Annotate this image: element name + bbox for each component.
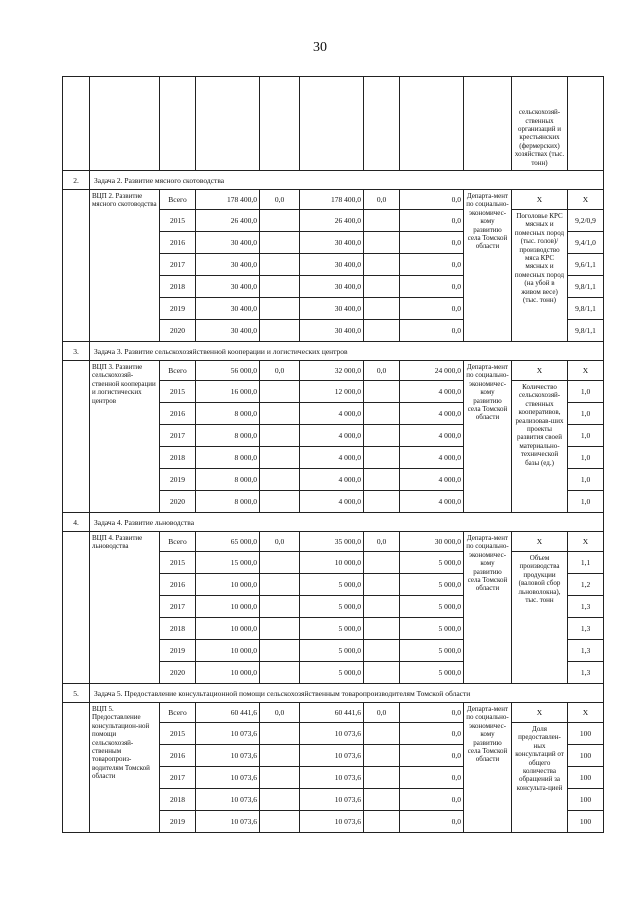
indicator-value-cell: 1,0	[568, 447, 604, 469]
regional-cell: 30 400,0	[300, 276, 364, 298]
total-cell: 8 000,0	[196, 425, 260, 447]
table-body	[63, 77, 604, 833]
indicator-value-cell: 1,3	[568, 618, 604, 640]
indicator-x-cell: Х	[512, 532, 568, 552]
regional-cell: 30 400,0	[300, 298, 364, 320]
indicator-value-cell: 1,1	[568, 552, 604, 574]
municipal-cell	[364, 662, 400, 684]
municipal-cell	[364, 596, 400, 618]
extrabudget-cell: 0,0	[400, 745, 464, 767]
total-cell: 10 073,6	[196, 745, 260, 767]
year-cell: 2017	[160, 596, 196, 618]
municipal-cell	[364, 276, 400, 298]
table-row	[63, 703, 604, 723]
year-cell: 2017	[160, 254, 196, 276]
municipal-cell	[364, 491, 400, 513]
extrabudget-cell: 0,0	[400, 723, 464, 745]
year-cell: 2018	[160, 447, 196, 469]
extrabudget-cell: 0,0	[400, 254, 464, 276]
federal-cell	[260, 447, 300, 469]
regional-cell: 10 073,6	[300, 789, 364, 811]
municipal-cell	[364, 789, 400, 811]
indicator-value-cell: 9,2/0,9	[568, 210, 604, 232]
indicator-value-cell: Х	[568, 361, 604, 381]
indicator-value-cell: 9,8/1,1	[568, 320, 604, 342]
executor-cell: Департа-мент по социально-экономичес-кому развитию села Томской области	[464, 532, 512, 684]
municipal-cell	[364, 469, 400, 491]
total-cell: 65 000,0	[196, 532, 260, 552]
total-cell: 26 400,0	[196, 210, 260, 232]
federal-cell	[260, 574, 300, 596]
year-cell: 2019	[160, 811, 196, 833]
total-cell: 30 400,0	[196, 232, 260, 254]
total-cell: 8 000,0	[196, 403, 260, 425]
federal-cell	[260, 745, 300, 767]
table-row	[63, 190, 604, 210]
indicator-value-cell: 1,0	[568, 381, 604, 403]
extrabudget-cell: 0,0	[400, 811, 464, 833]
extrabudget-cell: 0,0	[400, 232, 464, 254]
indicator-x-cell: Х	[512, 190, 568, 210]
year-cell: 2016	[160, 574, 196, 596]
regional-cell: 30 400,0	[300, 232, 364, 254]
total-cell: 60 441,6	[196, 703, 260, 723]
indicator-value-cell: 1,0	[568, 403, 604, 425]
extrabudget-cell: 0,0	[400, 298, 464, 320]
regional-cell: 4 000,0	[300, 469, 364, 491]
vcp-name: ВЦП 5. Предоставление консультацион-ной помощи сельскохозяй-ственным товаропроиз-водителям Томской области	[90, 703, 160, 833]
federal-cell	[260, 811, 300, 833]
indicator-value-cell: 9,4/1,0	[568, 232, 604, 254]
indicator-name: Поголовье КРС мясных и помесных пород (тыс. голов)/ производство мяса КРС мясных и помесных пород (на убой в живом весе) (тыс. тонн)	[512, 210, 568, 342]
year-cell: Всего	[160, 703, 196, 723]
regional-cell: 10 073,6	[300, 767, 364, 789]
extrabudget-cell: 4 000,0	[400, 447, 464, 469]
municipal-cell	[364, 210, 400, 232]
federal-cell	[260, 425, 300, 447]
extrabudget-cell: 0,0	[400, 210, 464, 232]
year-cell: 2017	[160, 767, 196, 789]
task-number: 4.	[63, 513, 90, 532]
year-cell: 2016	[160, 403, 196, 425]
year-cell: 2018	[160, 276, 196, 298]
task-header-row	[63, 513, 604, 532]
extrabudget-cell: 4 000,0	[400, 425, 464, 447]
year-cell: 2019	[160, 469, 196, 491]
total-cell: 8 000,0	[196, 491, 260, 513]
total-cell: 56 000,0	[196, 361, 260, 381]
indicator-value-cell: Х	[568, 190, 604, 210]
total-cell: 10 073,6	[196, 767, 260, 789]
task-title: Задача 4. Развитие льноводства	[90, 513, 604, 532]
regional-cell: 35 000,0	[300, 532, 364, 552]
year-cell: 2018	[160, 789, 196, 811]
federal-cell	[260, 767, 300, 789]
continuation-indicator: сельскохозяй-ственных организаций и крестьянских (фермерских) хозяйствах (тыс. тонн)	[512, 77, 568, 171]
year-cell: 2018	[160, 618, 196, 640]
municipal-cell	[364, 425, 400, 447]
task-number: 2.	[63, 171, 90, 190]
indicator-value-cell: 100	[568, 745, 604, 767]
municipal-cell	[364, 254, 400, 276]
federal-cell: 0,0	[260, 703, 300, 723]
task-title: Задача 3. Развитие сельскохозяйственной кооперации и логистических центров	[90, 342, 604, 361]
municipal-cell: 0,0	[364, 703, 400, 723]
regional-cell: 4 000,0	[300, 403, 364, 425]
regional-cell: 10 000,0	[300, 552, 364, 574]
municipal-cell	[364, 723, 400, 745]
executor-cell: Департа-мент по социально-экономичес-кому развитию села Томской области	[464, 190, 512, 342]
extrabudget-cell: 5 000,0	[400, 662, 464, 684]
municipal-cell	[364, 403, 400, 425]
year-cell: 2015	[160, 723, 196, 745]
year-cell: 2020	[160, 491, 196, 513]
year-cell: 2015	[160, 210, 196, 232]
municipal-cell	[364, 618, 400, 640]
municipal-cell	[364, 640, 400, 662]
federal-cell	[260, 403, 300, 425]
regional-cell: 26 400,0	[300, 210, 364, 232]
total-cell: 30 400,0	[196, 254, 260, 276]
extrabudget-cell: 4 000,0	[400, 381, 464, 403]
total-cell: 8 000,0	[196, 447, 260, 469]
federal-cell	[260, 276, 300, 298]
extrabudget-cell: 0,0	[400, 190, 464, 210]
year-cell: 2019	[160, 298, 196, 320]
total-cell: 15 000,0	[196, 552, 260, 574]
indicator-value-cell: 1,2	[568, 574, 604, 596]
regional-cell: 5 000,0	[300, 596, 364, 618]
municipal-cell: 0,0	[364, 190, 400, 210]
total-cell: 10 000,0	[196, 596, 260, 618]
task-title: Задача 5. Предоставление консультационной помощи сельскохозяйственным товаропроизводителям Томской области	[90, 684, 604, 703]
extrabudget-cell: 4 000,0	[400, 491, 464, 513]
municipal-cell	[364, 232, 400, 254]
federal-cell	[260, 210, 300, 232]
regional-cell: 5 000,0	[300, 662, 364, 684]
vcp-name: ВЦП 2. Развитие мясного скотоводства	[90, 190, 160, 342]
extrabudget-cell: 0,0	[400, 767, 464, 789]
regional-cell: 32 000,0	[300, 361, 364, 381]
extrabudget-cell: 0,0	[400, 320, 464, 342]
year-cell: 2020	[160, 320, 196, 342]
task-header-row	[63, 684, 604, 703]
indicator-value-cell: Х	[568, 703, 604, 723]
federal-cell	[260, 232, 300, 254]
indicator-value-cell: 1,3	[568, 662, 604, 684]
extrabudget-cell: 0,0	[400, 276, 464, 298]
row-spacer	[63, 532, 90, 684]
year-cell: 2015	[160, 552, 196, 574]
year-cell: 2017	[160, 425, 196, 447]
federal-cell	[260, 469, 300, 491]
federal-cell: 0,0	[260, 190, 300, 210]
year-cell: 2016	[160, 745, 196, 767]
regional-cell: 12 000,0	[300, 381, 364, 403]
regional-cell: 10 073,6	[300, 811, 364, 833]
executor-cell: Департа-мент по социально-экономичес-кому развитию села Томской области	[464, 703, 512, 833]
federal-cell	[260, 789, 300, 811]
regional-cell: 4 000,0	[300, 491, 364, 513]
table-row	[63, 361, 604, 381]
regional-cell: 178 400,0	[300, 190, 364, 210]
municipal-cell	[364, 811, 400, 833]
task-number: 3.	[63, 342, 90, 361]
year-cell: Всего	[160, 361, 196, 381]
extrabudget-cell: 5 000,0	[400, 640, 464, 662]
total-cell: 10 073,6	[196, 789, 260, 811]
row-spacer	[63, 361, 90, 513]
indicator-value-cell: 100	[568, 767, 604, 789]
indicator-value-cell: 9,8/1,1	[568, 276, 604, 298]
federal-cell: 0,0	[260, 361, 300, 381]
total-cell: 30 400,0	[196, 298, 260, 320]
indicator-name: Объем производства продукции (валовой сбор льноволокна), тыс. тонн	[512, 552, 568, 684]
indicator-name: Доля предоставлен-ных консультаций от общего количества обращений за консульта-цией	[512, 723, 568, 833]
total-cell: 10 073,6	[196, 723, 260, 745]
extrabudget-cell: 4 000,0	[400, 469, 464, 491]
total-cell: 10 000,0	[196, 618, 260, 640]
total-cell: 178 400,0	[196, 190, 260, 210]
indicator-value-cell: 100	[568, 811, 604, 833]
year-cell: 2020	[160, 662, 196, 684]
total-cell: 10 000,0	[196, 640, 260, 662]
continuation-row	[63, 77, 604, 171]
federal-cell	[260, 596, 300, 618]
total-cell: 10 000,0	[196, 662, 260, 684]
federal-cell	[260, 320, 300, 342]
indicator-name: Количество сельскохозяй-ственных кооперативов, реализовав-ших проекты развития своей материально-технической базы (ед.)	[512, 381, 568, 513]
regional-cell: 60 441,6	[300, 703, 364, 723]
task-number: 5.	[63, 684, 90, 703]
municipal-cell: 0,0	[364, 532, 400, 552]
total-cell: 10 000,0	[196, 574, 260, 596]
regional-cell: 30 400,0	[300, 320, 364, 342]
total-cell: 30 400,0	[196, 276, 260, 298]
regional-cell: 10 073,6	[300, 723, 364, 745]
program-table	[62, 76, 604, 833]
extrabudget-cell: 0,0	[400, 703, 464, 723]
page-number: 30	[313, 40, 327, 55]
municipal-cell	[364, 447, 400, 469]
federal-cell	[260, 723, 300, 745]
indicator-x-cell: Х	[512, 703, 568, 723]
extrabudget-cell: 5 000,0	[400, 552, 464, 574]
extrabudget-cell: 24 000,0	[400, 361, 464, 381]
vcp-name: ВЦП 3. Развитие сельскохозяй-ственной кооперации и логистических центров	[90, 361, 160, 513]
regional-cell: 10 073,6	[300, 745, 364, 767]
year-cell: 2016	[160, 232, 196, 254]
federal-cell	[260, 381, 300, 403]
municipal-cell: 0,0	[364, 361, 400, 381]
indicator-value-cell: 1,3	[568, 596, 604, 618]
federal-cell	[260, 552, 300, 574]
regional-cell: 4 000,0	[300, 447, 364, 469]
task-header-row	[63, 342, 604, 361]
extrabudget-cell: 5 000,0	[400, 596, 464, 618]
row-spacer	[63, 190, 90, 342]
federal-cell: 0,0	[260, 532, 300, 552]
regional-cell: 4 000,0	[300, 425, 364, 447]
task-header-row	[63, 171, 604, 190]
regional-cell: 30 400,0	[300, 254, 364, 276]
municipal-cell	[364, 381, 400, 403]
executor-cell: Департа-мент по социально-экономичес-кому развитию села Томской области	[464, 361, 512, 513]
indicator-x-cell: Х	[512, 361, 568, 381]
year-cell: 2019	[160, 640, 196, 662]
row-spacer	[63, 703, 90, 833]
regional-cell: 5 000,0	[300, 574, 364, 596]
indicator-value-cell: 1,0	[568, 469, 604, 491]
indicator-value-cell: 100	[568, 789, 604, 811]
task-title: Задача 2. Развитие мясного скотоводства	[90, 171, 604, 190]
total-cell: 10 073,6	[196, 811, 260, 833]
municipal-cell	[364, 767, 400, 789]
federal-cell	[260, 254, 300, 276]
indicator-value-cell: 9,6/1,1	[568, 254, 604, 276]
indicator-value-cell: 1,3	[568, 640, 604, 662]
municipal-cell	[364, 298, 400, 320]
municipal-cell	[364, 552, 400, 574]
federal-cell	[260, 640, 300, 662]
indicator-value-cell: 9,8/1,1	[568, 298, 604, 320]
total-cell: 16 000,0	[196, 381, 260, 403]
federal-cell	[260, 662, 300, 684]
total-cell: 8 000,0	[196, 469, 260, 491]
year-cell: 2015	[160, 381, 196, 403]
municipal-cell	[364, 574, 400, 596]
indicator-value-cell: 1,0	[568, 425, 604, 447]
total-cell: 30 400,0	[196, 320, 260, 342]
extrabudget-cell: 0,0	[400, 789, 464, 811]
regional-cell: 5 000,0	[300, 618, 364, 640]
municipal-cell	[364, 320, 400, 342]
federal-cell	[260, 298, 300, 320]
indicator-value-cell: Х	[568, 532, 604, 552]
extrabudget-cell: 5 000,0	[400, 574, 464, 596]
indicator-value-cell: 100	[568, 723, 604, 745]
year-cell: Всего	[160, 190, 196, 210]
extrabudget-cell: 5 000,0	[400, 618, 464, 640]
federal-cell	[260, 491, 300, 513]
federal-cell	[260, 618, 300, 640]
regional-cell: 5 000,0	[300, 640, 364, 662]
table-row	[63, 532, 604, 552]
extrabudget-cell: 30 000,0	[400, 532, 464, 552]
year-cell: Всего	[160, 532, 196, 552]
indicator-value-cell: 1,0	[568, 491, 604, 513]
municipal-cell	[364, 745, 400, 767]
extrabudget-cell: 4 000,0	[400, 403, 464, 425]
vcp-name: ВЦП 4. Развитие льноводства	[90, 532, 160, 684]
